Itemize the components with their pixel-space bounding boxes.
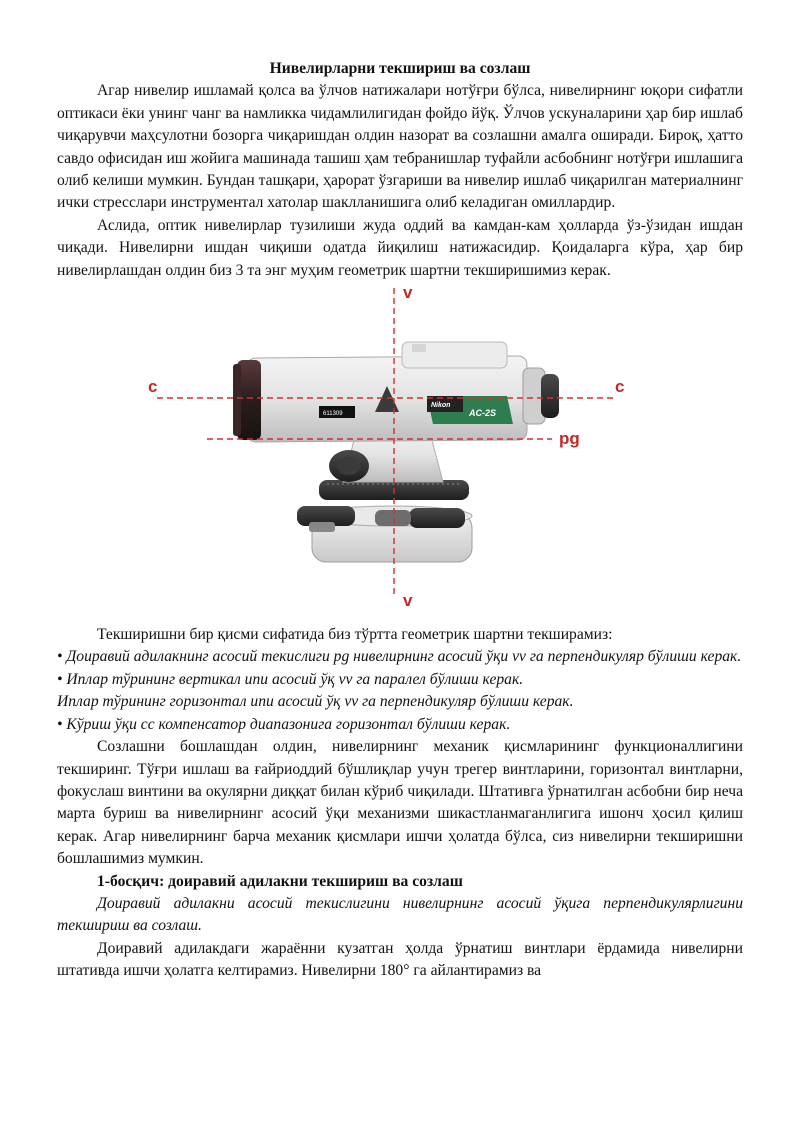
label-c-left: c xyxy=(148,377,158,397)
serial-label: 611309 xyxy=(323,411,343,418)
label-pg: pg xyxy=(559,429,580,449)
condition-bullet-2b: Иплар тўрининг горизонтал ипи асосий ўқ vv га перпендикуляр бўлиши керак. xyxy=(57,693,574,711)
brand-label: Nikon xyxy=(431,402,451,410)
level-instrument-figure xyxy=(57,284,743,620)
step-1-heading: 1-босқич: доиравий адилакни текшириш ва созлаш xyxy=(97,872,463,890)
label-v-top: v xyxy=(403,284,413,303)
paragraph-check-list-intro: Текширишни бир қисми сифатида биз тўртта геометрик шартни текширамиз: xyxy=(97,626,613,644)
label-c-right: c xyxy=(615,377,625,397)
label-v-bottom: v xyxy=(403,591,413,611)
condition-bullet-1: • Доиравий адилакнинг асосий текислиги pg нивелирнинг асосий ўқи vv га перпендикуляр бўлиши керак. xyxy=(57,648,742,666)
paragraph-mechanical-check: Созлашни бошлашдан олдин, нивелирнинг механик қисмларининг функционаллигини текширинг. Тўғри ишлаш ва ғайриоддий бўшлиқлар учун трегер винтларини, горизонтал винтларни, фокуслаш винтини ва окулярни диққат билан кўриб чиқилади. Штативга ўрнатилган асбобни бир неча марта буриш ва нивелирнинг асосий ўқи механизми шикастланмаганлигига ишонч ҳосил қилиш керак. Агар нивелирнинг барча механик қисмлари ишчи ҳолатда бўлса, сиз нивелирни текширишни бошлашимиз мумкин. xyxy=(57,738,743,868)
step-1-subheading: Доиравий адилакни асосий текислигини нивелирнинг асосий ўқига перпендикулярлигини текшириш ва созлаш. xyxy=(57,894,743,935)
model-label: AC-2S xyxy=(469,408,497,419)
document-title: Нивелирларни текшириш ва созлаш xyxy=(269,60,531,77)
document-body xyxy=(57,58,743,983)
condition-bullet-2: • Иплар тўрининг вертикал ипи асосий ўқ vv га паралел бўлиши керак. xyxy=(57,670,524,688)
paragraph-intro: Агар нивелир ишламай қолса ва ўлчов натижалари нотўғри бўлса, нивелирнинг юқори сифатли оптикаси ёки унинг чанг ва намликка чидамлилигидан фойдо йўқ. Ўлчов ускуналарини ҳар бир ишлаб чиқарувчи маҳсулотни бозорга чиқаришдан олдин назорат ва созлашни амалга оширади. Бироқ, ҳатто савдо офисидан иш жойига машинада ташиш ҳам тебранишлар туфайли асбобнинг нотўғри ишлашига олиб келиши мумкин. Бундан ташқари, ҳарорат ўзгариши ва нивелир ишлаб чиқарилган материалнинг ички стресслари инструментал хатолар шаклланишига олиб келадиган омиллардир. xyxy=(57,82,743,212)
leveling-screw-right xyxy=(409,508,465,528)
condition-bullet-3: • Кўриш ўқи cc компенсатор диапазонига горизонтал бўлиши керак. xyxy=(57,715,511,733)
paragraph-conditions: Аслида, оптик нивелирлар тузилиши жуда оддий ва камдан-кам ҳолларда ўз-ўзидан ишдан чиқади. Нивелирни ишдан чиқиши одатда йиқилиш натижасидир. Қоидаларга кўра, ҳар бир нивелирлашдан олдин биз 3 та энг муҳим геометрик шартни текширишимиз керак. xyxy=(57,216,743,279)
level-instrument-illustration xyxy=(57,284,743,620)
paragraph-step-1: Доиравий адилакдаги жараённи кузатган ҳолда ўрнатиш винтлари ёрдамида нивелирни штативда ишчи ҳолатга келтирамиз. Нивелирни 180° га айлантирамиз ва xyxy=(57,939,743,980)
